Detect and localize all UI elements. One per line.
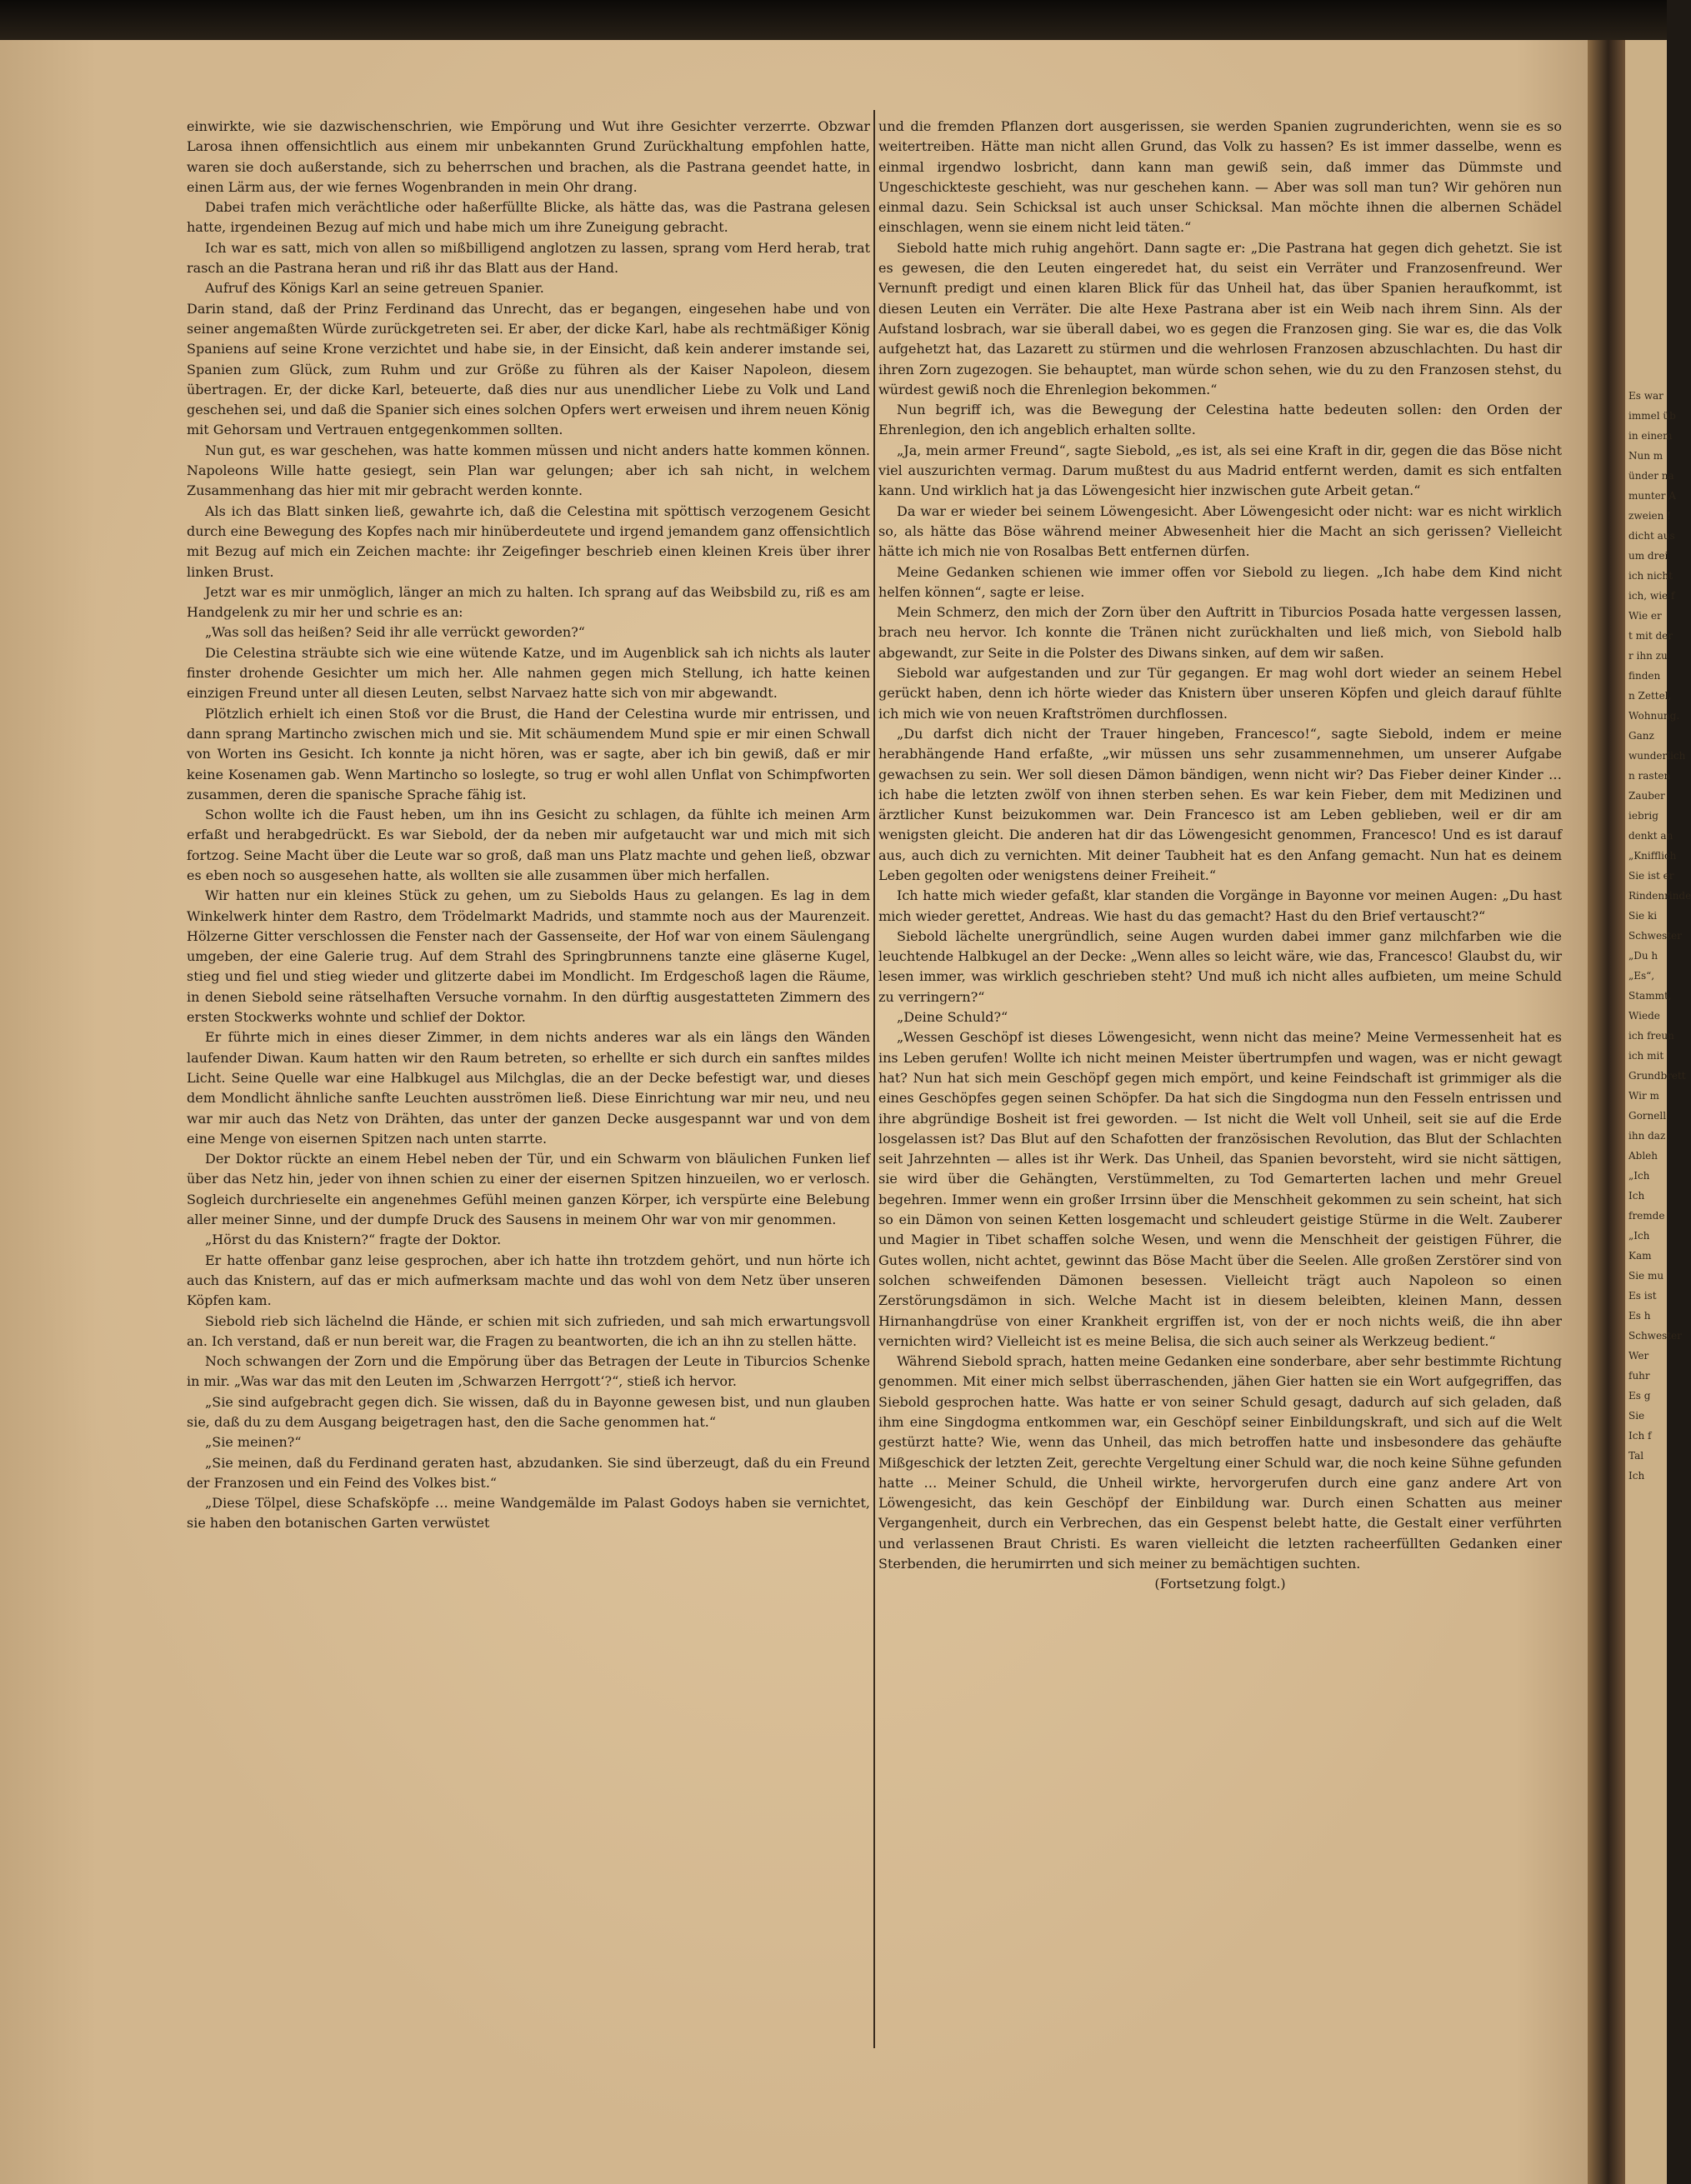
adjacent-page-fragment: t mit der <box>1628 630 1673 642</box>
article-paragraph: Mein Schmerz, den mich der Zorn über den Auftritt in Tiburcios Posada hatte vergessen lassen, brach neu hervor. Ich konnte die Tränen nicht zurückhalten und ließ mich, von Siebold halb abgewandt, zur Seite in die Polster des Diwans sinken, auf dem wir saßen. <box>878 604 1562 661</box>
article-paragraph: einwirkte, wie sie dazwischenschrien, wie Empörung und Wut ihre Gesichter verzerrte. Obzwar Larosa ihnen offensichtlich aus einem mir unbekannten Grund Zurückhaltung empfohlen hatte, waren sie doch außerstande, sich zu beherrschen und brachen, als die Pastrana geendet hatte, in einen Lärm aus, der wie fernes Wogenbranden in mein Ohr drang. <box>187 118 870 195</box>
adjacent-page-fragment: um drei <box>1628 550 1668 562</box>
adjacent-page-fragment: ich, wie f <box>1628 590 1675 602</box>
adjacent-page-fragment: Wir m <box>1628 1090 1659 1102</box>
article-paragraph: „Sie meinen?“ <box>205 1434 302 1451</box>
text-column-right <box>878 117 1562 1595</box>
article-paragraph: „Sie sind aufgebracht gegen dich. Sie wissen, daß du in Bayonne gewesen bist, und nun glauben sie, daß du zu dem Ausgang beigetragen hast, den die Sache genommen hat.“ <box>187 1393 870 1430</box>
article-paragraph: Dabei trafen mich verächtliche oder haßerfüllte Blicke, als hätte das, was die Pastrana gelesen hatte, irgendeinen Bezug auf mich und habe mich um ihre Zuneigung gebracht. <box>187 199 870 236</box>
adjacent-page-fragment: Ich f <box>1628 1430 1652 1442</box>
article-paragraph: Als ich das Blatt sinken ließ, gewahrte ich, daß die Celestina mit spöttisch verzogenem Gesicht durch eine Bewegung des Kopfes nach mir hinüberdeutete und irgend jemandem ganz offensichtlich mit Bezug auf mich ein Zeichen machte: ihr Zeigefinger beschrieb einen kleinen Kreis über ihrer linken Brust. <box>187 502 870 580</box>
article-paragraph: Ich war es satt, mich von allen so mißbilligend anglotzen zu lassen, sprang vom Herd herab, trat rasch an die Pastrana heran und riß ihr das Blatt aus der Hand. <box>187 239 870 277</box>
article-paragraph: Darin stand, daß der Prinz Ferdinand das Unrecht, das er begangen, eingesehen habe und von seiner angemaßten Würde zurückgetreten sei. Er aber, der dicke Karl, habe als rechtmäßiger König Spaniens auf seine Krone verzichtet und habe sie, in der Einsicht, daß kein anderer imstande sei, Spanien zum Glück, zum Ruhm und zur Größe zu führen als der Kaiser Napoleon, diesem übertragen. Er, der dicke Karl, beteuerte, daß dies nur aus unendlicher Liebe zu Volk und Land geschehen sei, und daß die Spanier sich eines solchen Opfers wert erweisen und ihrem neuen König mit Gehorsam und Vertrauen entgegenkommen sollten. <box>187 300 870 438</box>
article-paragraph: Siebold hatte mich ruhig angehört. Dann sagte er: „Die Pastrana hat gegen dich gehetzt. Sie ist es gewesen, die den Leuten eingeredet hat, du seist ein Verräter und Franzosenfreund. Wer Vernunft predigt und einen klaren Blick für das Unheil hat, das über Spanien heraufkommt, ist diesen Leuten ein Verräter. Die alte Hexe Pastrana aber ist ein Weib nach ihrem Sinn. Als der Aufstand losbrach, war sie überall dabei, wo es gegen die Franzosen ging. Sie war es, die das Volk aufgehetzt hat, das Lazarett zu stürmen und die wehrlosen Franzosen abzuschlachten. Du hast dir ihren Zorn zugezogen. Sie behauptet, man würde schon sehen, wie du zu den Franzosen stehst, du würdest gewiß noch die Ehrenlegion bekommen.“ <box>878 239 1562 397</box>
article-paragraph: Da war er wieder bei seinem Löwengesicht. Aber Löwengesicht oder nicht: war es nicht wirklich so, als hätte das Böse während meiner Abwesenheit hier die Macht an sich gerissen? Vielleicht hätte ich mich nie von Rosalbas Bett entfernen dürfen. <box>878 502 1562 560</box>
adjacent-page-fragment: „Knifflich <box>1628 850 1677 862</box>
adjacent-page-fragment: ich mit <box>1628 1050 1664 1062</box>
adjacent-page-fragment: wunderlich <box>1628 750 1686 762</box>
adjacent-page-fragment: iebrig <box>1628 810 1658 822</box>
adjacent-page-fragment: Wohnung. <box>1628 710 1680 722</box>
adjacent-page-fragment: immel üb <box>1628 410 1676 422</box>
adjacent-page-fragment: Kam <box>1628 1250 1652 1262</box>
article-paragraph: Er führte mich in eines dieser Zimmer, in dem nichts anderes war als ein längs den Wänden laufender Diwan. Kaum hatten wir den Raum betreten, so erhellte er sich durch ein sanftes mildes Licht. Seine Quelle war eine Halbkugel aus Milchglas, die an der Decke befestigt war, und dieses dem Mondlicht ähnliche sanfte Leuchten ausströmen ließ. Diese Einrichtung war mir neu, und neu war mir auch das Netz von Drähten, das unter der ganzen Decke ausgespannt war und von dem eine Menge von eisernen Spitzen nach unten starrte. <box>187 1029 870 1147</box>
adjacent-page-fragment: Ganz <box>1628 730 1654 742</box>
adjacent-page-fragment: finden <box>1628 670 1661 682</box>
text-column-left <box>187 117 870 1534</box>
scan-top-edge <box>0 0 1667 43</box>
article-paragraph: Schon wollte ich die Faust heben, um ihn ins Gesicht zu schlagen, da fühlte ich meinen Arm erfaßt und herabgedrückt. Es war Siebold, der da neben mir aufgetaucht war und mich mit sich fortzog. Seine Macht über die Leute war so groß, daß man uns Platz machte und gehen ließ, obzwar es eben noch so ausgesehen hatte, als wollten sie alle zusammen über mich herfallen. <box>187 807 870 883</box>
adjacent-page-fragment: Stammt, <box>1628 990 1672 1002</box>
adjacent-page-fragment: „Du h <box>1628 950 1658 962</box>
adjacent-page-fragment: Wie er <box>1628 610 1662 622</box>
article-paragraph: Ich hatte mich wieder gefaßt, klar standen die Vorgänge in Bayonne vor meinen Augen: „Du hast mich wieder gerettet, Andreas. Wie hast du das gemacht? Hast du den Brief vertauscht?“ <box>878 887 1562 924</box>
adjacent-page-fragment: Sie <box>1628 1410 1645 1422</box>
article-paragraph: „Diese Tölpel, diese Schafsköpfe … meine Wandgemälde im Palast Godoys haben sie vernichtet, sie haben den botanischen Garten verwüstet <box>187 1495 870 1532</box>
article-paragraph: Jetzt war es mir unmöglich, länger an mich zu halten. Ich sprang auf das Weibsbild zu, riß es am Handgelenk zu mir her und schrie es an: <box>187 583 870 621</box>
article-paragraph: Noch schwangen der Zorn und die Empörung über das Betragen der Leute in Tiburcios Schenke in mir. „Was war das mit den Leuten im ‚Schwarzen Herrgott‘?“, stieß ich hervor. <box>187 1353 870 1390</box>
adjacent-page-fragment: fremde <box>1628 1210 1665 1222</box>
adjacent-page-fragment: Sie ki <box>1628 910 1658 922</box>
article-paragraph: und die fremden Pflanzen dort ausgerissen, sie werden Spanien zugrunderichten, wenn sie es so weitertreiben. Hätte man nicht allen Grund, das Volk zu hassen? Es ist immer dasselbe, wenn es einmal irgendwo losbricht, dann kann man gewiß sein, daß immer das Dümmste und Ungeschickteste geschieht, was nur geschehen kann. — Aber was soll man tun? Wir gehören nun einmal dazu. Sein Schicksal ist auch unser Schicksal. Man möchte ihnen die albernen Schädel einschlagen, wenn sie einem nicht leid täten.“ <box>878 118 1562 236</box>
adjacent-page-fragment: fuhr <box>1628 1370 1650 1382</box>
article-paragraph: „Du darfst dich nicht der Trauer hingeben, Francesco!“, sagte Siebold, indem er meine herabhängende Hand erfaßte, „wir müssen uns sehr zusammennehmen, um unserer Aufgabe gewachsen zu sein. Wer soll diesen Dämon bändigen, wenn nicht wir? Das Fieber deiner Kinder … ich habe die letzten zwölf von ihnen sterben sehen. Es war kein Fieber, dem mit Medizinen und ärztlicher Kunst beizukommen war. Dein Francesco ist am Leben geblieben, weil er dir am wenigsten gleicht. Die anderen hat dir das Löwengesicht genommen, Francesco! Und es ist darauf aus, auch dich zu vernichten. Mit deiner Taubheit hat es den Anfang gemacht. Nun hat es deinem Leben gegolten oder wenigstens deiner Freiheit.“ <box>878 725 1562 883</box>
adjacent-page-fragment: dicht aus <box>1628 530 1675 542</box>
article-paragraph: „Deine Schuld?“ <box>897 1009 1008 1026</box>
article-paragraph: Meine Gedanken schienen wie immer offen vor Siebold zu liegen. „Ich habe dem Kind nicht helfen können“, sagte er leise. <box>878 563 1562 600</box>
adjacent-page-fragment: Sie mu <box>1628 1270 1664 1282</box>
adjacent-page-fragment: ihn daz <box>1628 1130 1666 1142</box>
adjacent-page-fragment: Es h <box>1628 1310 1651 1322</box>
article-paragraph: Nun begriff ich, was die Bewegung der Celestina hatte bedeuten sollen: den Orden der Ehrenlegion, den ich angeblich erhalten sollte. <box>878 402 1562 438</box>
adjacent-page-fragment: Nun m <box>1628 450 1663 462</box>
article-paragraph: Siebold lächelte unergründlich, seine Augen wurden dabei immer ganz milchfarben wie die leuchtende Halbkugel an der Decke: „Wenn alles so leicht wäre, wie das, Francesco! Glaubst du, wir lesen immer, was wirklich geschrieben steht? Und muß ich nicht alles aufbieten, um meine Schuld zu verringern?“ <box>878 927 1562 1005</box>
adjacent-page-fragment: Sie ist er <box>1628 870 1674 882</box>
article-paragraph: Nun gut, es war geschehen, was hatte kommen müssen und nicht anders hatte kommen können. Napoleons Wille hatte gesiegt, sein Plan war gelungen; aber ich sah nicht, in welchem Zusammenhang das hier mit mir gebracht werden konnte. <box>187 442 870 499</box>
adjacent-page-fragment: „Ich <box>1628 1230 1650 1242</box>
adjacent-page-fragment: ich freun <box>1628 1030 1674 1042</box>
adjacent-page-fragment: denkt an <box>1628 830 1673 842</box>
adjacent-page-fragment: zweien ! <box>1628 510 1671 522</box>
article-paragraph: Er hatte offenbar ganz leise gesprochen, aber ich hatte ihn trotzdem gehört, und nun hörte ich auch das Knistern, auf das er mich aufmerksam machte und das wohl von dem Netz über unseren Köpfen kam. <box>187 1252 870 1309</box>
adjacent-page-fragment: Ableh <box>1628 1150 1658 1162</box>
adjacent-page-fragment: „Es“, <box>1628 970 1655 982</box>
article-paragraph: Wir hatten nur ein kleines Stück zu gehen, um zu Siebolds Haus zu gelangen. Es lag in dem Winkelwerk hinter dem Rastro, dem Trödelmarkt Madrids, und stammte noch aus der Maurenzeit. Hölzerne Gitter verschlossen die Fenster nach der Gassenseite, der Hof war von einem Säulengang umgeben, der eine Galerie trug. Auf dem Strahl des Springbrunnens tanzte eine gläserne Kugel, stieg und fiel und stieg wieder und glitzerte dabei im Mondlicht. Im Erdgeschoß lagen die Räume, in denen Siebold seine rätselhaften Versuche vornahm. In den dürftig ausgestatteten Zimmern des ersten Stockwerks wohnte und schlief der Doktor. <box>187 887 870 1026</box>
column-divider <box>873 110 875 2048</box>
adjacent-page-fragment: n rasten <box>1628 770 1671 782</box>
adjacent-page-fragment: Gornell <box>1628 1110 1667 1122</box>
article-paragraph: Der Doktor rückte an einem Hebel neben der Tür, und ein Schwarm von bläulichen Funken lief über das Netz hin, jeder von ihnen schien zu einer der eisernen Spitzen hinzueilen, wo er verlosch. Sogleich durchrieselte ein angenehmes Gefühl meinen ganzen Körper, ich verspürte eine Belebung aller meiner Sinne, und der dumpfe Druck des Sausens in meinem Ohr war von mir genommen. <box>187 1151 870 1228</box>
article-paragraph: „Wessen Geschöpf ist dieses Löwengesicht, wenn nicht das meine? Meine Vermessenheit hat es ins Leben gerufen! Wollte ich nicht meinen Meister übertrumpfen und wagen, was er nicht gewagt hat? Nun hat sich mein Geschöpf gegen mich empört, und keine Feindschaft ist grimmiger als die eines Geschöpfes gegen seinen Schöpfer. Da hat sich die Singdogma nun den Fesseln entrissen und ihre abgründige Bosheit ist frei geworden. — Ist nicht die Welt voll Unheil, seit sie auf die Erde losgelassen ist? Das Blut auf den Schafotten der französischen Revolution, das Blut der Schlachten seit Jahrzehnten — alles ist ihr Werk. Das Unheil, das Spanien bevorsteht, wird sie nicht sättigen, sie wird über die Gehängten, Verstümmelten, zu Tod Gemarterten lachen und mehr Greuel begehren. Immer wenn ein großer Irrsinn über die Menschheit gekommen zu sein scheint, hat sich so ein Dämon von seinen Ketten losgemacht und schleudert geistige Stürme in die Welt. Zauberer und Magier in Tibet schaffen solche Wesen, und wenn die Menschheit der geistigen Führer, die Gutes wollen, nicht achtet, gewinnt das Böse Macht über die Seelen. Alle großen Zerstörer sind von solchen schweifenden Dämonen besessen. Vielleicht trägt auch Napoleon so einen Zerstörungsdämon in sich. Welche Macht ist in diesem beleibten, kleinen Mann, dessen Hirnanhangdrüse von einer Krankheit ergriffen ist, von der er noch nichts weiß, die ihn aber vernichten wird? Vielleicht ist es meine Belisa, die sich auch seiner als Werkzeug bedient.“ <box>878 1029 1562 1349</box>
adjacent-page-fragment: Es war <box>1628 390 1663 402</box>
article-paragraph: Die Celestina sträubte sich wie eine wütende Katze, und im Augenblick sah ich nichts als lauter finster drohende Gesichter um mich her. Alle nahmen gegen mich Stellung, ich hatte keinen einzigen Freund unter all diesen Leuten, selbst Narvaez hatte sich von mir abgewandt. <box>187 644 870 702</box>
article-paragraph: „Hörst du das Knistern?“ fragte der Doktor. <box>205 1232 502 1248</box>
book-gutter <box>1588 40 1625 2184</box>
adjacent-page-fragment: Schwester <box>1628 1330 1682 1342</box>
adjacent-page-fragment: Tal <box>1628 1450 1644 1462</box>
adjacent-page-fragment: „Ich <box>1628 1170 1650 1182</box>
adjacent-page-fragment: Wiede <box>1628 1010 1660 1022</box>
adjacent-page-fragment: Wer <box>1628 1350 1649 1362</box>
adjacent-page-fragment: Es ist <box>1628 1290 1657 1302</box>
article-paragraph: Plötzlich erhielt ich einen Stoß vor die Brust, die Hand der Celestina wurde mir entrissen, und dann sprang Martincho zwischen mich und sie. Mit schäumendem Mund spie er mir einen Schwall von Worten ins Gesicht. Ich konnte ja nicht hören, was er sagte, aber ich bin gewiß, daß er mir keine Kosenamen gab. Wenn Martincho so loslegte, so trug er wohl allen Unflat von Schimpfworten zusammen, deren die spanische Sprache fähig ist. <box>187 705 870 802</box>
adjacent-page-fragment: Grundbrett <box>1628 1070 1686 1082</box>
article-paragraph: Siebold rieb sich lächelnd die Hände, er schien mit sich zufrieden, und sah mich erwartungsvoll an. Ich verstand, daß er nun bereit war, die Fragen zu beantworten, die ich an ihn zu stellen hätte. <box>187 1312 870 1349</box>
article-paragraph: „Sie meinen, daß du Ferdinand geraten hast, abzudanken. Sie sind überzeugt, daß du ein Freund der Franzosen und ein Feind des Volkes bist.“ <box>187 1454 870 1491</box>
adjacent-page-strip <box>1625 40 1691 2184</box>
adjacent-page-fragment: ich nicht <box>1628 570 1673 582</box>
article-paragraph: Siebold war aufgestanden und zur Tür gegangen. Er mag wohl dort wieder an seinem Hebel gerückt haben, denn ich hörte wieder das Knistern über unseren Köpfen und gleich darauf fühlte ich mich wie von neuen Kraftströmen durchflossen. <box>878 665 1562 722</box>
adjacent-page-fragment: ünder na <box>1628 470 1674 482</box>
adjacent-page-fragment: Ich <box>1628 1190 1645 1202</box>
adjacent-page-fragment: Schwester <box>1628 930 1682 942</box>
adjacent-page-fragment: in einem <box>1628 430 1673 442</box>
adjacent-page-fragment: Zauber <box>1628 790 1665 802</box>
adjacent-page-fragment: r ihn zu <box>1628 650 1668 662</box>
adjacent-page-fragment: Rindenrinde <box>1628 890 1691 902</box>
continuation-note: (Fortsetzung folgt.) <box>1154 1576 1286 1592</box>
article-paragraph: Aufruf des Königs Karl an seine getreuen Spanier. <box>205 280 544 297</box>
adjacent-page-fragment: munter A <box>1628 490 1676 502</box>
article-paragraph: „Ja, mein armer Freund“, sagte Siebold, „es ist, als sei eine Kraft in dir, gegen die das Böse nicht viel auszurichten vermag. Darum mußtest du aus Madrid entfernt werden, damit es sich entfalten kann. Und wirklich hat ja das Löwengesicht hier inzwischen gute Arbeit getan.“ <box>878 442 1562 499</box>
article-paragraph: Während Siebold sprach, hatten meine Gedanken eine sonderbare, aber sehr bestimmte Richtung genommen. Mit einer mich selbst überraschenden, jähen Gier hatten sie ein Wort aufgegriffen, das Siebold gesprochen hatte. Was hatte er von seiner Schuld gesagt, dadurch auf sich geladen, daß ihm eine Singdogma entkommen war, ein Geschöpf seiner Einbildungskraft, und sich auf die Welt gestürzt hatte? Wie, wenn das Unheil, das mich betroffen hatte und insbesondere das gehäufte Mißgeschick der letzten Zeit, gerechte Vergeltung einer Schuld war, die noch keine Sühne gefunden hatte … Meiner Schuld, die Unheil wirkte, hervorgerufen durch eine ganz andere Art von Löwengesicht, das kein Geschöpf der Einbildung war. Durch einen Schatten aus meiner Vergangenheit, durch ein Verbrechen, das ein Gespenst belebt hatte, die Gestalt einer verführten und verlassenen Braut Christi. Es waren vielleicht die letzten racheerfüllten Gedanken einer Sterbenden, die herumirrten und sich meiner zu bemächtigen suchten. <box>878 1353 1562 1572</box>
adjacent-page-fragment: Es g <box>1628 1390 1651 1402</box>
adjacent-page-fragment: n Zettel, <box>1628 690 1672 702</box>
article-paragraph: „Was soll das heißen? Seid ihr alle verrückt geworden?“ <box>205 624 585 641</box>
adjacent-page-fragment: Ich <box>1628 1470 1645 1482</box>
